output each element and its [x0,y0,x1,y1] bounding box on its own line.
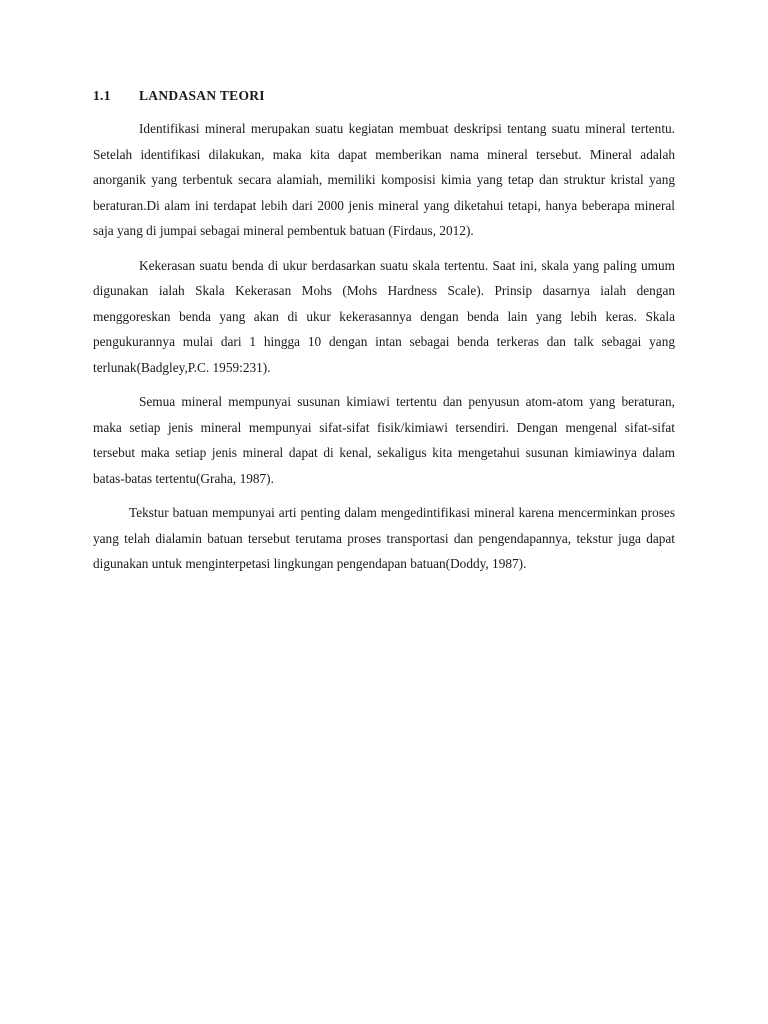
section-number: 1.1 [93,88,111,103]
paragraph-tekstur-batuan: Tekstur batuan mempunyai arti penting dalam mengedintifikasi mineral karena mencerminkan proses yang telah dialamin batuan tersebut terutama proses transportasi dan pengendapannya, tekstur juga dapat digunakan untuk menginterpetasi lingkungan pengendapan batuan(Doddy, 1987). [93,505,675,571]
paragraph-susunan-kimiawi: Semua mineral mempunyai susunan kimiawi tertentu dan penyusun atom-atom yang beraturan, maka setiap jenis mineral mempunyai sifat-sifat fisik/kimiawi tersendiri. Dengan mengenal sifat-sifat tersebut maka setiap jenis mineral dapat di kenal, sekaligus kita mengetahui susunan kimiawinya dalam batas-batas tertentu(Graha, 1987). [93,394,675,486]
document-page [93,84,675,586]
section-title: LANDASAN TEORI [139,88,265,103]
section-heading [93,84,675,108]
paragraph-identifikasi-mineral: Identifikasi mineral merupakan suatu kegiatan membuat deskripsi tentang suatu mineral tertentu. Setelah identifikasi dilakukan, maka kita dapat memberikan nama mineral tersebut. Mineral adalah anorganik yang terbentuk secara alamiah, memiliki komposisi kimia yang tetap dan struktur kristal yang beraturan.Di alam ini terdapat lebih dari 2000 jenis mineral yang diketahui tetapi, hanya beberapa mineral saja yang di jumpai sebagai mineral pembentuk batuan (Firdaus, 2012). [93,121,675,238]
paragraph-kekerasan: Kekerasan suatu benda di ukur berdasarkan suatu skala tertentu. Saat ini, skala yang paling umum digunakan ialah Skala Kekerasan Mohs (Mohs Hardness Scale). Prinsip dasarnya ialah dengan menggoreskan benda yang akan di ukur kekerasannya dengan benda lain yang lebih keras. Skala pengukurannya mulai dari 1 hingga 10 dengan intan sebagai benda terkeras dan talk sebagai yang terlunak(Badgley,P.C. 1959:231). [93,257,675,375]
